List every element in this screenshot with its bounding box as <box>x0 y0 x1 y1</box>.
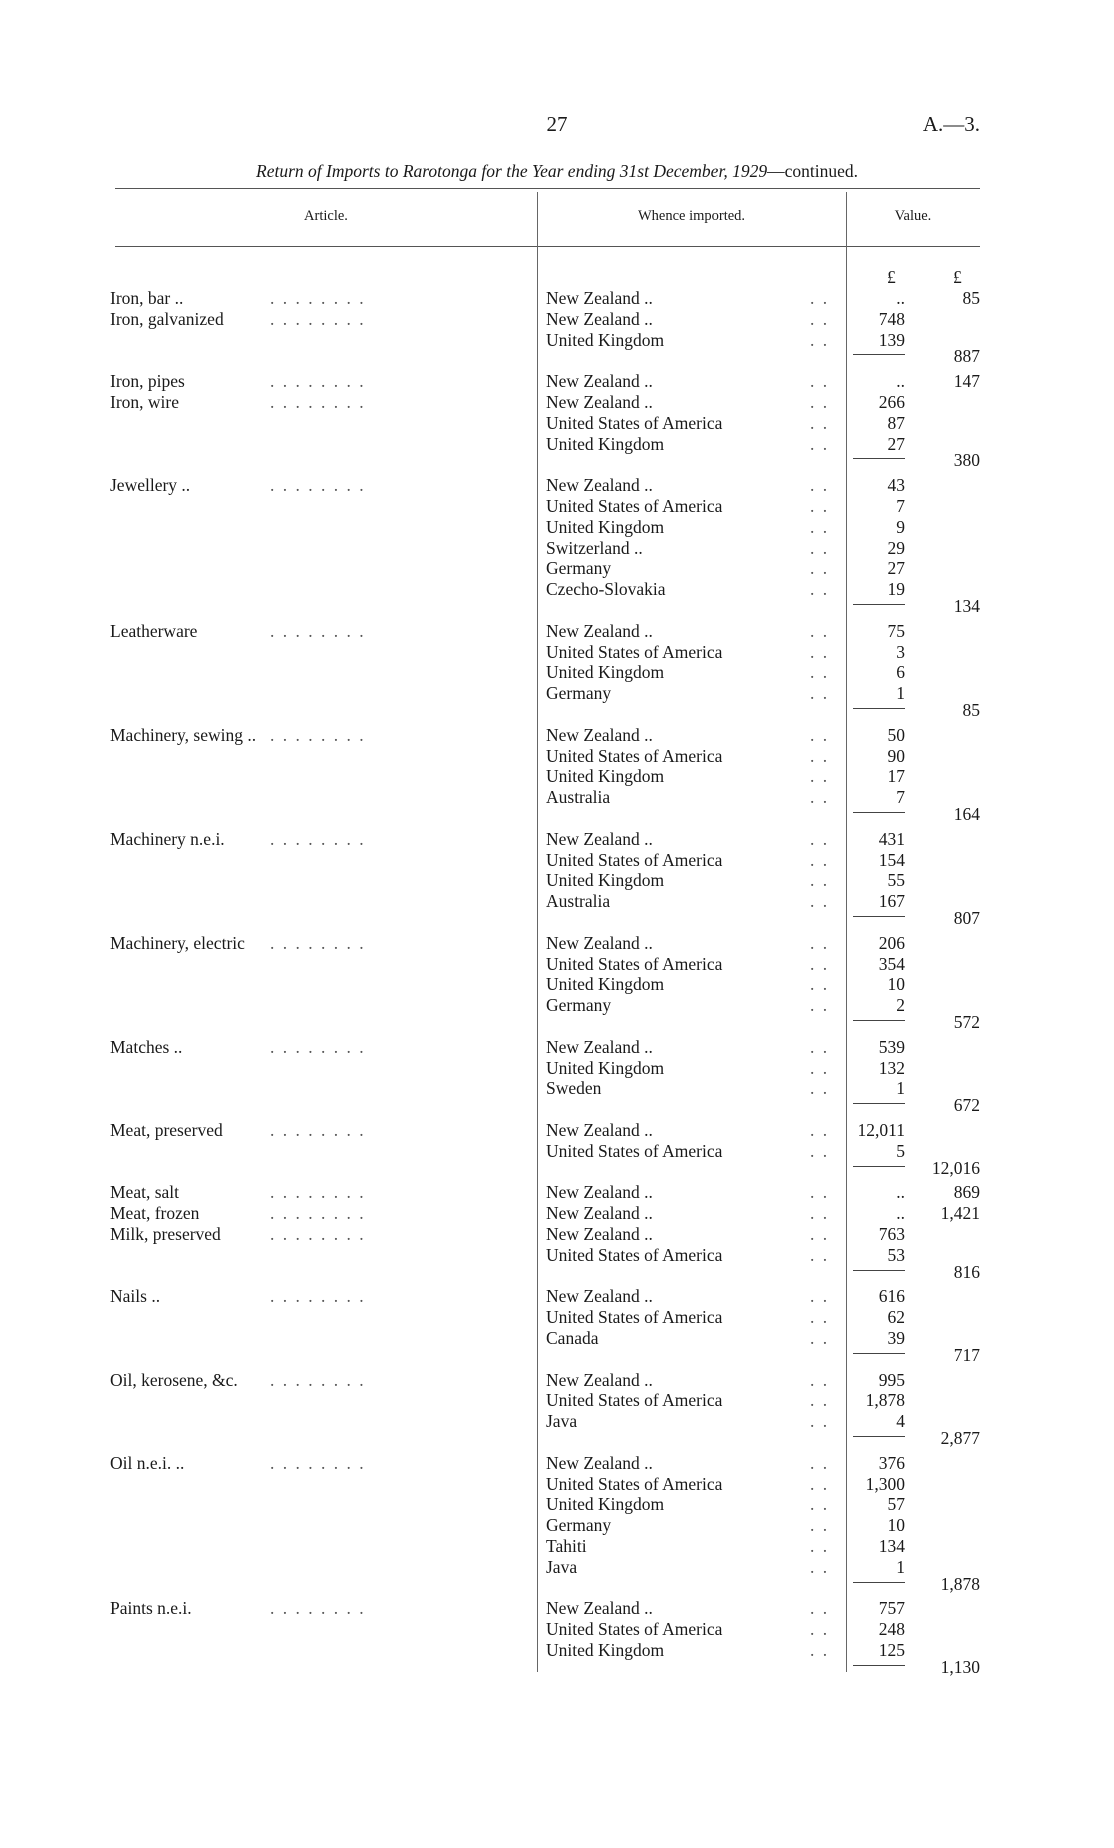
group-total: 164 <box>953 804 980 824</box>
group-total: 869 <box>953 1182 980 1203</box>
country-name: United States of America <box>546 412 723 433</box>
article-label: Oil n.e.i. .. <box>110 1452 185 1473</box>
country-name: United Kingdom <box>546 1494 665 1515</box>
currency-total: £ <box>953 267 962 287</box>
leader-dots: . . . . . . . . <box>270 371 366 392</box>
leader-dots: . . <box>810 288 830 308</box>
leader-dots: . . <box>810 828 830 849</box>
leader-dots: . . <box>810 1286 830 1307</box>
country-name: New Zealand .. <box>546 392 653 412</box>
item-value: 5 <box>896 1140 905 1161</box>
country-name: Germany <box>546 558 612 579</box>
country-name: United States of America <box>546 496 723 516</box>
group-total: 672 <box>953 1095 980 1116</box>
country-name: United Kingdom <box>546 1640 665 1660</box>
leader-dots: . . <box>810 1036 830 1057</box>
leader-dots: . . <box>810 558 830 579</box>
subtotal-rule <box>853 458 905 459</box>
article-label: Machinery, sewing .. <box>110 724 257 745</box>
article-label: Iron, pipes <box>110 371 185 392</box>
leader-dots: . . <box>810 745 830 766</box>
group-total: 380 <box>953 450 980 471</box>
country-name: New Zealand .. <box>546 1182 653 1203</box>
leader-dots: . . <box>810 1473 830 1494</box>
leader-dots: . . . . . . . . <box>270 475 366 496</box>
article-label: Iron, bar .. <box>110 288 184 308</box>
leader-dots: . . <box>810 433 830 454</box>
item-value: 3 <box>896 641 905 662</box>
item-value: 19 <box>887 579 905 600</box>
country-name: New Zealand .. <box>546 475 653 496</box>
subtotal-rule <box>853 1436 905 1437</box>
article-label: Meat, salt <box>110 1182 180 1203</box>
country-name: New Zealand .. <box>546 1036 653 1057</box>
leader-dots: . . . . . . . . <box>270 1182 366 1203</box>
item-value: 43 <box>887 475 905 496</box>
subtotal-rule <box>853 1353 905 1354</box>
subtotal-rule <box>853 708 905 709</box>
country-name: New Zealand .. <box>546 828 653 849</box>
item-value: 616 <box>878 1286 905 1307</box>
leader-dots: . . <box>810 1515 830 1536</box>
leader-dots: . . . . . . . . <box>270 1120 366 1140</box>
item-value: 125 <box>878 1640 905 1660</box>
leader-dots: . . <box>810 1494 830 1515</box>
leader-dots: . . <box>810 475 830 496</box>
group-total: 717 <box>953 1344 980 1365</box>
subtotal-rule <box>853 354 905 355</box>
item-value: 87 <box>887 412 905 433</box>
leader-dots: . . <box>810 870 830 891</box>
country-name: New Zealand .. <box>546 371 653 392</box>
country-name: United Kingdom <box>546 1057 665 1078</box>
leader-dots: . . <box>810 1307 830 1328</box>
leader-dots: . . <box>810 953 830 974</box>
leader-dots: . . <box>810 787 830 808</box>
leader-dots: . . <box>810 995 830 1016</box>
country-name: Java <box>546 1411 578 1432</box>
group-total: 1,878 <box>940 1573 980 1594</box>
leader-dots: . . <box>810 579 830 600</box>
leader-dots: . . <box>810 1411 830 1432</box>
item-value: 1 <box>896 683 905 704</box>
item-value: .. <box>896 288 905 308</box>
country-name: United Kingdom <box>546 516 665 537</box>
leader-dots: . . <box>810 683 830 704</box>
item-value: 132 <box>878 1057 905 1078</box>
article-label: Meat, preserved <box>110 1120 223 1140</box>
item-value: 167 <box>878 891 905 912</box>
item-value: 29 <box>887 537 905 558</box>
country-name: New Zealand .. <box>546 620 653 641</box>
country-name: United Kingdom <box>546 433 665 454</box>
country-name: New Zealand .. <box>546 1224 653 1244</box>
country-name: United States of America <box>546 849 723 870</box>
leader-dots: . . <box>810 1369 830 1390</box>
item-value: 17 <box>887 766 905 787</box>
country-name: Australia <box>546 891 611 912</box>
country-name: Canada <box>546 1328 599 1348</box>
document-reference: A.—3. <box>922 112 980 136</box>
leader-dots: . . <box>810 766 830 787</box>
item-value: 431 <box>878 828 905 849</box>
item-value: 50 <box>887 724 905 745</box>
country-name: New Zealand .. <box>546 308 653 329</box>
leader-dots: . . <box>810 641 830 662</box>
leader-dots: . . <box>810 329 830 350</box>
caption-suffix: —continued. <box>767 161 858 181</box>
subtotal-rule <box>853 1166 905 1167</box>
leader-dots: . . . . . . . . <box>270 1203 366 1224</box>
leader-dots: . . <box>810 974 830 995</box>
country-name: Switzerland .. <box>546 537 643 558</box>
country-name: New Zealand .. <box>546 724 653 745</box>
leader-dots: . . <box>810 1598 830 1619</box>
currency-item: £ <box>887 267 896 287</box>
article-label: Machinery n.e.i. <box>110 828 225 849</box>
item-value: 39 <box>887 1328 905 1348</box>
item-value: 757 <box>878 1598 905 1619</box>
subtotal-rule <box>853 604 905 605</box>
article-label: Oil, kerosene, &c. <box>110 1369 238 1390</box>
leader-dots: . . <box>810 516 830 537</box>
item-value: 139 <box>878 329 905 350</box>
item-value: 27 <box>887 433 905 454</box>
item-value: 376 <box>878 1452 905 1473</box>
country-name: United States of America <box>546 1473 723 1494</box>
country-name: Czecho-Slovakia <box>546 579 666 600</box>
leader-dots: . . . . . . . . <box>270 392 366 412</box>
article-label: Matches .. <box>110 1036 183 1057</box>
country-name: Java <box>546 1556 578 1577</box>
item-value: 27 <box>887 558 905 579</box>
country-name: United Kingdom <box>546 329 665 350</box>
article-label: Meat, frozen <box>110 1203 200 1224</box>
country-name: United States of America <box>546 1307 723 1328</box>
country-name: New Zealand .. <box>546 1598 653 1619</box>
leader-dots: . . <box>810 1452 830 1473</box>
item-value: .. <box>896 1203 905 1224</box>
country-name: Tahiti <box>546 1536 587 1556</box>
leader-dots: . . <box>810 620 830 641</box>
leader-dots: . . <box>810 496 830 516</box>
country-name: New Zealand .. <box>546 1369 653 1390</box>
group-total: 1,130 <box>940 1656 980 1677</box>
country-name: New Zealand .. <box>546 1286 653 1307</box>
country-name: United States of America <box>546 1140 723 1161</box>
leader-dots: . . <box>810 412 830 433</box>
item-value: 12,011 <box>857 1120 905 1140</box>
country-name: United States of America <box>546 1244 723 1265</box>
country-name: United States of America <box>546 641 723 662</box>
country-name: Germany <box>546 995 612 1016</box>
subtotal-rule <box>853 812 905 813</box>
item-value: 995 <box>878 1369 905 1390</box>
article-label: Machinery, electric <box>110 932 245 953</box>
group-total: 572 <box>953 1012 980 1032</box>
item-value: 1,300 <box>865 1473 905 1494</box>
group-total: 85 <box>962 700 980 720</box>
item-value: 206 <box>878 932 905 953</box>
article-label: Leatherware <box>110 620 198 641</box>
subtotal-rule <box>853 1665 905 1666</box>
leader-dots: . . <box>810 1244 830 1265</box>
item-value: 2 <box>896 995 905 1016</box>
item-value: 7 <box>896 496 905 516</box>
leader-dots: . . <box>810 1078 830 1099</box>
article-label: Iron, galvanized <box>110 308 224 329</box>
group-total: 887 <box>953 346 980 367</box>
header-value: Value. <box>894 208 932 224</box>
leader-dots: . . <box>810 724 830 745</box>
country-name: United States of America <box>546 1390 723 1411</box>
item-value: 539 <box>878 1036 905 1057</box>
article-label: Milk, preserved <box>110 1224 221 1244</box>
item-value: .. <box>896 371 905 392</box>
header-whence-imported: Whence imported. <box>637 208 746 224</box>
subtotal-rule <box>853 1582 905 1583</box>
leader-dots: . . <box>810 1390 830 1411</box>
item-value: 6 <box>896 662 905 683</box>
country-name: United States of America <box>546 953 723 974</box>
leader-dots: . . <box>810 1619 830 1640</box>
item-value: 763 <box>878 1224 905 1244</box>
leader-dots: . . <box>810 1328 830 1348</box>
leader-dots: . . . . . . . . <box>270 932 366 953</box>
item-value: 62 <box>887 1307 905 1328</box>
group-total: 807 <box>953 908 980 928</box>
country-name: New Zealand .. <box>546 1452 653 1473</box>
item-value: 354 <box>878 953 905 974</box>
group-total: 1,421 <box>940 1203 980 1224</box>
article-label: Paints n.e.i. <box>110 1598 192 1619</box>
leader-dots: . . . . . . . . <box>270 620 366 641</box>
item-value: 4 <box>896 1411 905 1432</box>
leader-dots: . . <box>810 1140 830 1161</box>
item-value: 1 <box>896 1078 905 1099</box>
leader-dots: . . <box>810 1536 830 1556</box>
country-name: Sweden <box>546 1078 602 1099</box>
country-name: United States of America <box>546 745 723 766</box>
subtotal-rule <box>853 1103 905 1104</box>
leader-dots: . . <box>810 662 830 683</box>
leader-dots: . . . . . . . . <box>270 1369 366 1390</box>
item-value: 57 <box>887 1494 905 1515</box>
country-name: Australia <box>546 787 611 808</box>
item-value: 10 <box>887 974 905 995</box>
leader-dots: . . <box>810 1556 830 1577</box>
leader-dots: . . <box>810 537 830 558</box>
header-article: Article. <box>304 208 348 224</box>
subtotal-rule <box>853 916 905 917</box>
item-value: 1,878 <box>865 1390 905 1411</box>
group-total: 85 <box>962 288 980 308</box>
item-value: 134 <box>878 1536 905 1556</box>
country-name: New Zealand .. <box>546 932 653 953</box>
article-label: Iron, wire <box>110 392 180 412</box>
item-value: 7 <box>896 787 905 808</box>
item-value: 90 <box>887 745 905 766</box>
leader-dots: . . <box>810 891 830 912</box>
item-value: 53 <box>887 1244 905 1265</box>
country-name: United States of America <box>546 1619 723 1640</box>
article-label: Nails .. <box>110 1286 161 1307</box>
leader-dots: . . <box>810 1224 830 1244</box>
leader-dots: . . . . . . . . <box>270 724 366 745</box>
item-value: 154 <box>878 849 905 870</box>
group-total: 12,016 <box>931 1157 980 1178</box>
country-name: New Zealand .. <box>546 1203 653 1224</box>
leader-dots: . . . . . . . . <box>270 308 366 329</box>
country-name: New Zealand .. <box>546 1120 653 1140</box>
caption-title: Return of Imports to Rarotonga for the Year ending 31st December, 1929 <box>256 161 768 181</box>
item-value: 9 <box>896 516 905 537</box>
country-name: Germany <box>546 683 612 704</box>
group-total: 816 <box>953 1261 980 1282</box>
leader-dots: . . . . . . . . <box>270 1286 366 1307</box>
leader-dots: . . . . . . . . <box>270 1452 366 1473</box>
leader-dots: . . <box>810 392 830 412</box>
item-value: .. <box>896 1182 905 1203</box>
leader-dots: . . <box>810 308 830 329</box>
group-total: 2,877 <box>940 1428 980 1448</box>
country-name: United Kingdom <box>546 974 665 995</box>
leader-dots: . . <box>810 932 830 953</box>
item-value: 10 <box>887 1515 905 1536</box>
item-value: 248 <box>878 1619 905 1640</box>
leader-dots: . . . . . . . . <box>270 1598 366 1619</box>
leader-dots: . . . . . . . . <box>270 288 366 308</box>
group-total: 134 <box>953 596 980 616</box>
group-total: 147 <box>953 371 980 392</box>
item-value: 1 <box>896 1556 905 1577</box>
item-value: 75 <box>887 620 905 641</box>
leader-dots: . . . . . . . . <box>270 1224 366 1244</box>
item-value: 748 <box>878 308 905 329</box>
country-name: United Kingdom <box>546 870 665 891</box>
leader-dots: . . . . . . . . <box>270 828 366 849</box>
item-value: 266 <box>878 392 905 412</box>
item-value: 55 <box>887 870 905 891</box>
leader-dots: . . <box>810 1057 830 1078</box>
leader-dots: . . <box>810 849 830 870</box>
subtotal-rule <box>853 1020 905 1021</box>
page-number: 27 <box>546 112 568 136</box>
country-name: United Kingdom <box>546 766 665 787</box>
country-name: New Zealand .. <box>546 288 653 308</box>
leader-dots: . . <box>810 1640 830 1660</box>
leader-dots: . . <box>810 1182 830 1203</box>
leader-dots: . . <box>810 371 830 392</box>
country-name: Germany <box>546 1515 612 1536</box>
leader-dots: . . . . . . . . <box>270 1036 366 1057</box>
subtotal-rule <box>853 1270 905 1271</box>
article-label: Jewellery .. <box>110 475 191 496</box>
country-name: United Kingdom <box>546 662 665 683</box>
leader-dots: . . <box>810 1120 830 1140</box>
leader-dots: . . <box>810 1203 830 1224</box>
